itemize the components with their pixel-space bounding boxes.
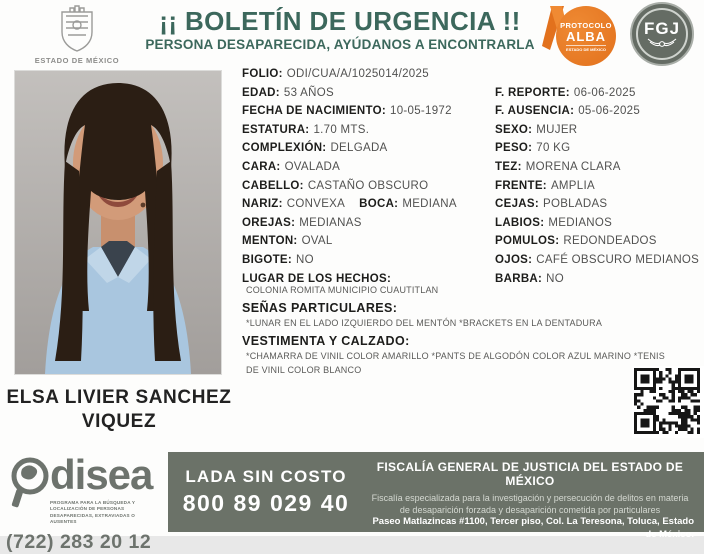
field-value: OVALADA [284,160,341,173]
portrait-illustration [15,71,221,374]
alba-line1: PROTOCOLO [560,20,612,30]
fiscalia-address: Paseo Matlazincas #1100, Tercer piso, Col. La Teresona, Toluca, Estado de México. [372,516,694,541]
field-row-nacimiento [242,105,495,124]
field-label: CABELLO: [242,179,304,192]
field-value: ODI/CUA/A/1025014/2025 [286,68,429,80]
field-row-cara [242,161,495,180]
field-row-cejas [495,198,704,217]
field-row-labios [495,217,704,236]
field-value: DELGADA [330,142,388,155]
field-value: REDONDEADOS [563,235,657,248]
field-row-folio [242,68,495,87]
section-title: SEÑAS PARTICULARES: [242,300,398,315]
odisea-tagline: PROGRAMA PARA LA BÚSQUEDA Y LOCALIZACIÓN DE PERSONAS DESAPARECIDAS, EXTRAVIADAS O AUSENTES [50,500,136,525]
field-value: MEDIANAS [299,216,362,229]
field-value: MORENA CLARA [525,160,621,173]
field-row-bigote [242,254,495,273]
fiscalia-title: FISCALÍA GENERAL DE JUSTICIA DEL ESTADO DE MÉXICO [376,460,684,488]
field-value: 06-06-2025 [573,86,636,99]
field-label: F. REPORTE: [495,86,570,99]
field-label: LABIOS: [495,216,545,229]
lada-block [168,452,364,532]
footer-bar [168,452,704,541]
fgj-inner-ring [636,8,688,60]
field-label: FECHA DE NACIMIENTO: [242,105,386,118]
protocolo-alba-badge [540,4,632,66]
field-value: AMPLIA [550,179,595,192]
alba-circle [556,6,616,66]
field-value: NO [296,253,314,266]
details-right-column [495,87,704,297]
details-left-column [242,68,495,297]
fiscalia-description: Fiscalía especializada para la investigación y persecución de delitos en materia de desaparición forzada y desaparición cometida por particulares [371,493,689,516]
state-label: ESTADO DE MÉXICO [34,56,120,65]
missing-person-photo [14,70,222,375]
field-value: 10-05-1972 [390,105,452,118]
field-label: CEJAS: [495,198,539,211]
field-value: POBLADAS [542,198,608,211]
page-subtitle: PERSONA DESAPARECIDA, AYÚDANOS A ENCONTRARLA [145,37,535,53]
field-label: ESTATURA: [242,123,310,136]
field-row-orejas [242,217,495,236]
field-row-edad [242,87,495,106]
state-seal [22,4,132,65]
field-label: CARA: [242,160,281,173]
section-text: *LUNAR EN EL LADO IZQUIERDO DEL MENTÓN *BRACKETS EN LA DENTADURA [246,317,603,328]
fgj-label: FGJ [643,18,681,38]
lada-number: 800 89 029 40 [182,490,350,516]
field-label: COMPLEXIÓN: [242,142,327,155]
field-label: NARIZ: [242,198,283,211]
field-label: F. AUSENCIA: [495,105,575,118]
person-name: ELSA LIVIER SANCHEZ VIQUEZ [6,387,232,432]
fiscalia-block [364,452,704,541]
field-row-peso [495,142,704,161]
field-row-menton [242,235,495,254]
qr-code [632,366,704,438]
field-label: OJOS: [495,253,533,266]
lada-label: LADA SIN COSTO [185,467,347,486]
field-label: TEZ: [495,160,522,173]
field-label: EDAD: [242,86,280,99]
field-value: 05-06-2025 [578,105,641,118]
field-value: 1.70 MTS. [313,123,370,136]
field-row-pomulos [495,235,704,254]
field-row-nariz-boca [242,198,495,217]
field-label: OREJAS: [242,216,296,229]
field-label: BOCA: [359,198,399,211]
magnifier-icon [6,456,50,508]
odisea-logo [6,451,166,554]
alba-line3: ESTADO DE MÉXICO [566,46,606,52]
odisea-wordmark: disea [50,451,153,498]
field-row-complexion [242,142,495,161]
field-value: MEDIANOS [548,216,613,229]
field-label: SEXO: [495,123,533,136]
field-subvalue: COLONIA ROMITA MUNICIPIO CUAUTITLAN [246,284,439,295]
wings-icon [647,37,677,49]
fgj-badge [630,2,694,66]
alba-line2: ALBA [565,28,607,44]
section-title: VESTIMENTA Y CALZADO: [242,334,410,349]
field-row-barba [495,273,704,292]
field-row-frente [495,180,704,199]
section-text: *CHAMARRA DE VINIL COLOR AMARILLO *PANTS DE ALGODÓN COLOR AZUL MARINO *TENIS DE VINIL COLOR BLANCO [246,351,665,375]
details-panel [242,68,704,381]
header-titles [140,8,540,52]
field-value: CONVEXA [286,198,346,211]
field-value: MUJER [536,123,578,136]
field-label: PESO: [495,142,533,155]
field-label: BARBA: [495,272,543,285]
page-title: ¡¡ BOLETÍN DE URGENCIA !! [159,6,521,36]
field-row-lugar [242,273,495,295]
field-value: NO [546,272,565,285]
field-label: FOLIO: [242,68,283,80]
section-senas [242,301,704,331]
field-row-sexo [495,124,704,143]
field-label: FRENTE: [495,179,547,192]
field-value: OVAL [301,235,333,248]
field-value: MEDIANA [402,198,457,211]
field-row-reporte [495,87,704,106]
field-row-cabello [242,180,495,199]
field-value: 53 AÑOS [283,86,334,99]
field-label: POMULOS: [495,235,560,248]
field-label: MENTON: [242,235,298,248]
field-row-ojos [495,254,704,273]
state-seal-icon [46,4,108,54]
field-row-ausencia [495,105,704,124]
field-value: 70 KG [536,142,571,155]
field-row-estatura [242,124,495,143]
field-label: LUGAR DE LOS HECHOS: [242,272,392,285]
odisea-phone: (722) 283 20 12 [6,530,152,553]
field-row-tez [495,161,704,180]
field-value: CASTAÑO OBSCURO [307,179,429,192]
field-value: CAFÉ OBSCURO MEDIANOS [536,253,700,266]
field-label: BIGOTE: [242,253,293,266]
